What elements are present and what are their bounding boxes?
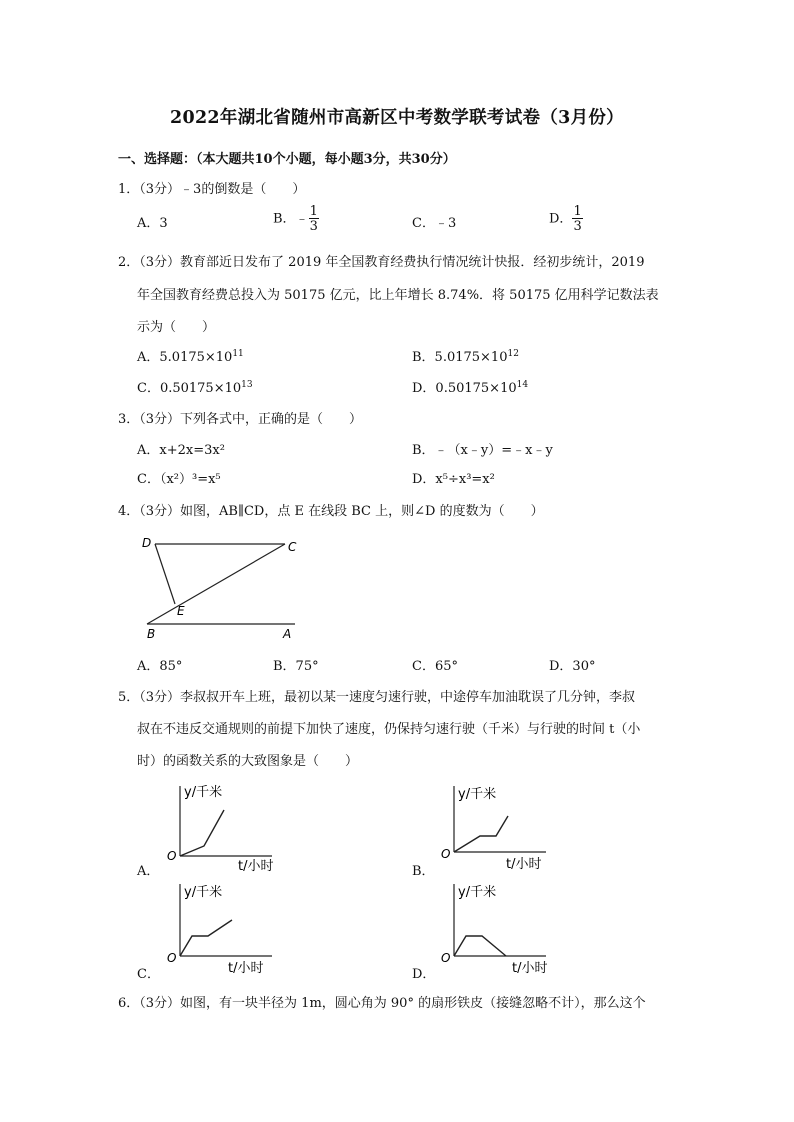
svg-text:O: O: [441, 847, 451, 861]
question-3-stem: 3．（3分）下列各式中，正确的是（ ）: [118, 412, 363, 427]
svg-text:O: O: [167, 849, 177, 863]
q3-option-d: D．x⁵÷x³=x²: [412, 472, 495, 487]
q5-graph-d: [434, 880, 554, 975]
q2-option-d: D．$0.50175\times 10^{14}$: [412, 380, 529, 396]
question-5-line-1: 5．（3分）李叔叔开车上班，最初以某一速度匀速行驶，中途停车加油耽误了几分钟，李叔: [118, 690, 636, 705]
q5-graph-a: [160, 778, 280, 873]
q2-option-a: A．$5.0175\times 10^{11}$: [137, 349, 244, 365]
q4-option-d: D．30°: [549, 659, 596, 674]
q3-option-b: B．﹣（x﹣y）=﹣x﹣y: [412, 443, 553, 458]
svg-text:t/小时: t/小时: [512, 961, 548, 975]
segment-de: [155, 544, 175, 604]
svg-text:t/小时: t/小时: [506, 857, 542, 872]
svg-text:y/千米: y/千米: [458, 787, 497, 802]
label-b: B: [147, 627, 156, 641]
label-e: E: [177, 604, 185, 618]
question-5-line-3: 时）的函数关系的大致图象是（ ）: [137, 754, 359, 769]
q5-option-d: D．: [412, 967, 436, 982]
label-d: D: [142, 536, 152, 550]
svg-text:O: O: [167, 951, 177, 965]
label-a: A: [283, 627, 292, 641]
q4-option-c: C．65°: [412, 659, 458, 674]
svg-text:y/千米: y/千米: [184, 785, 223, 800]
q1-option-c: C．﹣3: [412, 216, 457, 231]
label-c: C: [288, 540, 297, 554]
q4-option-b: B．75°: [273, 659, 319, 674]
q1-option-a: A．3: [137, 216, 168, 231]
section-heading: 一、选择题：（本大题共10个小题，每小题3分，共30分）: [118, 152, 456, 167]
q4-geometry-figure: [135, 530, 310, 642]
q5-option-a: A．: [137, 864, 160, 879]
svg-text:t/小时: t/小时: [228, 961, 264, 975]
question-2-line-2: 年全国教育经费总投入为 50175 亿元，比上年增长 8.74%．将 50175 亿用科学记数法表: [137, 288, 659, 303]
question-5-line-2: 叔在不违反交通规则的前提下加快了速度，仍保持匀速行驶（千米）与行驶的时间 t（小: [137, 722, 641, 737]
q5-graph-b: [434, 782, 554, 877]
q4-option-a: A．85°: [137, 659, 183, 674]
q2-option-b: B．$5.0175\times 10^{12}$: [412, 349, 519, 365]
q1-option-b: B．﹣ $\frac{1}{3}$: [273, 204, 318, 234]
q5-option-c: C．: [137, 967, 160, 982]
q5-option-b: B．: [412, 864, 435, 879]
question-2-line-3: 示为（ ）: [137, 320, 216, 335]
svg-text:t/小时: t/小时: [238, 859, 274, 873]
question-4-stem: 4．（3分）如图，AB∥CD，点 E 在线段 BC 上，则∠D 的度数为（ ）: [118, 504, 544, 519]
page-title: 2022年湖北省随州市高新区中考数学联考试卷（3月份）: [170, 108, 624, 128]
question-1-stem: 1．（3分）﹣3的倒数是（ ）: [118, 182, 306, 197]
q3-option-a: A．x+2x=3x²: [137, 443, 225, 458]
segment-cb: [147, 544, 285, 624]
svg-text:y/千米: y/千米: [458, 885, 497, 900]
q2-option-c: C．$0.50175\times 10^{13}$: [137, 380, 253, 396]
q1-option-d: D． $\frac{1}{3}$: [549, 204, 582, 234]
q3-option-c: C．（x²）³=x⁵: [137, 472, 221, 487]
question-6-line-1: 6．（3分）如图，有一块半径为 1m，圆心角为 90° 的扇形铁皮（接缝忽略不计），那么这个: [118, 996, 646, 1011]
svg-text:y/千米: y/千米: [184, 885, 223, 900]
fraction: $\frac{1}{3}$: [309, 204, 318, 234]
question-2-line-1: 2．（3分）教育部近日发布了 2019 年全国教育经费执行情况统计快报．经初步统计，2019: [118, 255, 645, 270]
q5-graph-c: [160, 880, 280, 975]
svg-text:O: O: [441, 951, 451, 965]
fraction: $\frac{1}{3}$: [573, 204, 582, 234]
